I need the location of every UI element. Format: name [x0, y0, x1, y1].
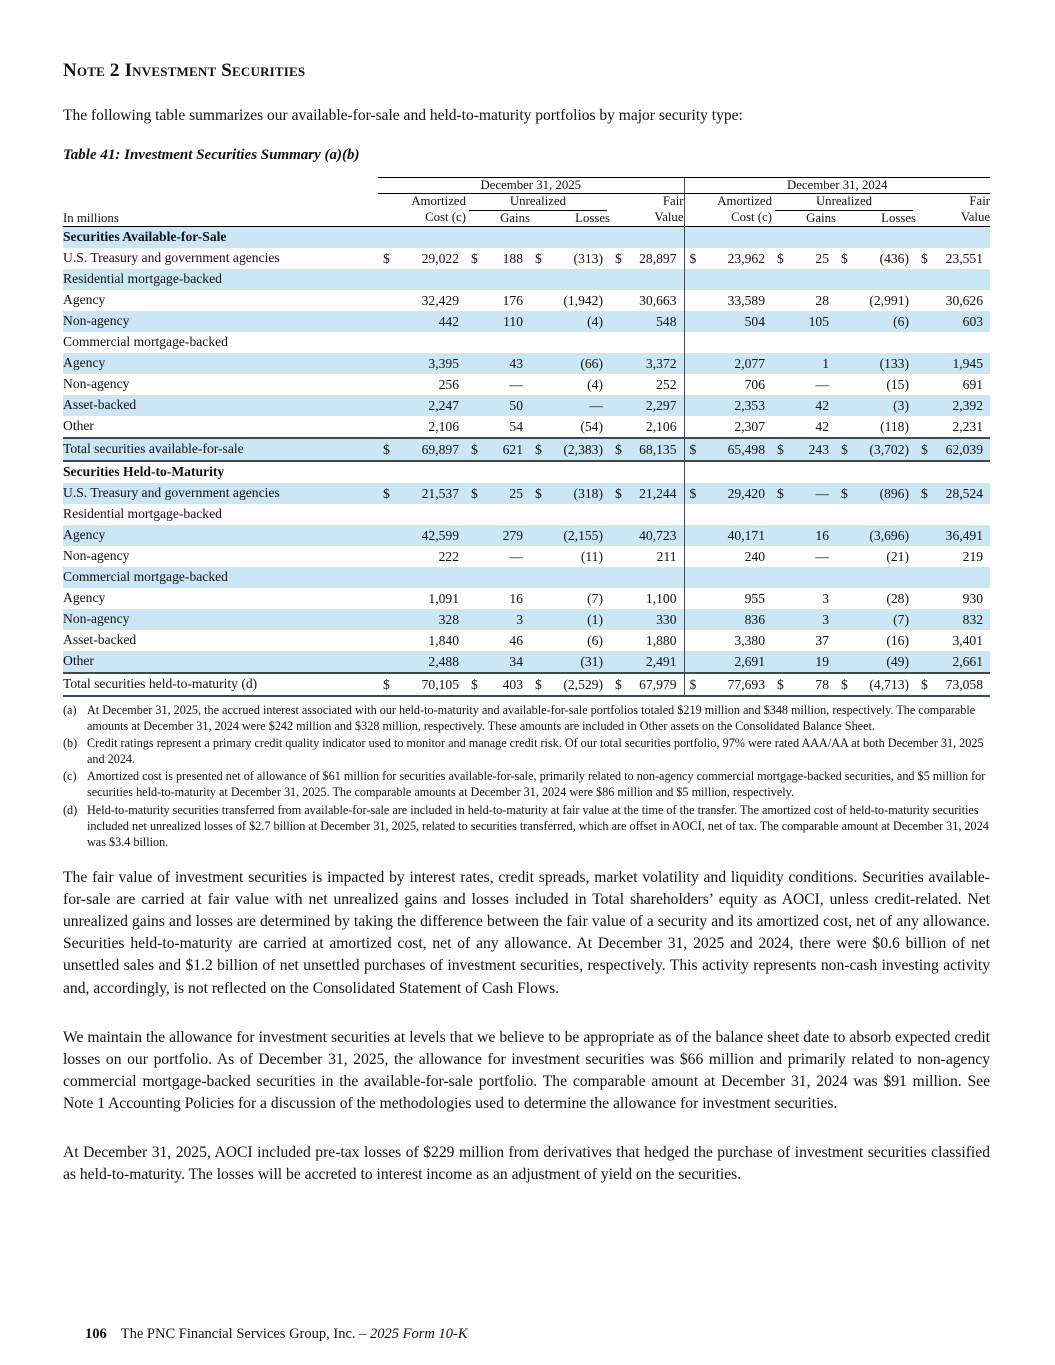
- header-unrealized-label: Unrealized: [775, 194, 913, 211]
- value-cell: 3,372: [610, 353, 684, 374]
- value-cell: 42: [772, 395, 836, 416]
- footnote-marker: (c): [63, 769, 77, 784]
- body-paragraph-3: At December 31, 2025, AOCI included pre-tax losses of $229 million from derivatives that hedged the purchase of investment securities classified as held-to-maturity. The losses will be accreted to interest income as an adjustment of yield on the securities.: [63, 1144, 990, 1184]
- value-cell: (7): [836, 609, 916, 630]
- header-amortized-line1: Amortized: [411, 194, 466, 209]
- value-cell: 2,691: [684, 651, 772, 673]
- value-cell: (118): [880, 418, 910, 434]
- value-cell: 176: [502, 292, 523, 308]
- row-label: Total securities available-for-sale: [63, 438, 378, 461]
- value-cell: 2,491: [610, 651, 684, 673]
- value-cell: $ 188: [471, 250, 523, 266]
- value-cell: [530, 504, 610, 525]
- value-cell: $ (313): [535, 250, 603, 266]
- value-cell: 16: [509, 590, 523, 606]
- value-cell: 706: [684, 374, 772, 395]
- total-row: [63, 438, 990, 461]
- header-fair-line1: Fair: [969, 194, 991, 209]
- value-cell: (6): [587, 632, 603, 648]
- value-cell: [916, 461, 990, 483]
- value-cell: 30,626: [945, 292, 984, 308]
- body-paragraph-1: The fair value of investment securities is impacted by interest rates, credit spreads, market volatility and liquidity conditions. Securities available-for-sale are carried at fair value with net unrealized gains and losses included in Total shareholders’ equity as AOCI, unless credit-related. Net unrealized gains and losses are determined by taking the difference between the fair value of a security and its amortized cost, net of any allowance. Securities held-to-maturity are carried at amortized cost, net of any allowance. At December 31, 2025 and 2024, there were $0.6 billion of net unsettled sales and $1.2 billion of net unsettled purchases of investment securities, respectively. This activity represents non-cash investing activity and, accordingly, is not reflected on the Consolidated Statement of Cash Flows.: [63, 868, 990, 997]
- page-footer: [85, 1326, 468, 1343]
- value-cell: [684, 269, 772, 290]
- section-row: [63, 461, 990, 483]
- note-heading: Note 2 Investment Securities: [63, 60, 306, 81]
- value-cell: $ 69,897: [378, 438, 466, 461]
- row-label: Residential mortgage-backed: [63, 506, 222, 522]
- value-cell: [836, 567, 916, 588]
- value-cell: 37: [815, 632, 830, 648]
- section-row: [63, 227, 990, 249]
- value-cell: [466, 504, 530, 525]
- value-cell: 836: [684, 609, 772, 630]
- value-cell: [530, 269, 610, 290]
- value-cell: 2,077: [684, 353, 772, 374]
- value-cell: $ 29,420: [684, 483, 772, 504]
- table-row: [63, 269, 990, 290]
- header-unrealized-label: Unrealized: [469, 194, 607, 211]
- total-row: [63, 673, 990, 696]
- value-cell: [684, 567, 772, 588]
- value-cell: [610, 567, 684, 588]
- footnote-text: Amortized cost is presented net of allowance of $61 million for securities available-for-sale, primarily related to non-agency commercial mortgage-backed securities, and $5 million for securities held-to-maturity at December 31, 2025. The comparable amounts at December 31, 2024 were $86 million and $5 million, respectively.: [87, 769, 986, 800]
- value-cell: $ (3,702): [836, 438, 916, 461]
- row-label: U.S. Treasury and government agencies: [63, 483, 378, 504]
- value-cell: 603: [916, 311, 990, 332]
- value-cell: 19: [772, 651, 836, 673]
- value-cell: (1): [530, 609, 610, 630]
- table-row: [63, 416, 990, 438]
- value-cell: 3,395: [378, 353, 466, 374]
- value-cell: (16): [886, 632, 910, 648]
- value-cell: (1,942): [563, 292, 603, 308]
- header-amortized-cost-2024: [684, 194, 772, 227]
- investment-securities-table: [63, 177, 990, 697]
- page-number: 106: [85, 1326, 107, 1342]
- value-cell: [916, 227, 990, 249]
- value-cell: 832: [916, 609, 990, 630]
- header-cost-line2: Cost (c): [731, 210, 773, 225]
- footnote: [63, 768, 990, 800]
- value-cell: [610, 269, 684, 290]
- value-cell: [530, 461, 610, 483]
- value-cell: —: [815, 376, 830, 392]
- value-cell: $ (2,383): [530, 438, 610, 461]
- value-cell: [466, 332, 530, 353]
- table-row: [63, 546, 990, 567]
- value-cell: 548: [610, 311, 684, 332]
- value-cell: $ 403: [466, 673, 530, 696]
- value-cell: 50: [466, 395, 530, 416]
- value-cell: —: [530, 395, 610, 416]
- header-unrealized-2025: [466, 194, 610, 212]
- value-cell: [378, 461, 466, 483]
- value-cell: (6): [836, 311, 916, 332]
- value-cell: [772, 567, 836, 588]
- value-cell: 1,945: [916, 353, 990, 374]
- value-cell: 222: [438, 548, 459, 564]
- row-label: Non-agency: [63, 609, 378, 630]
- value-cell: [466, 227, 530, 249]
- header-gains-2025: Gains: [500, 211, 530, 225]
- value-cell: $ 23,962: [684, 248, 772, 269]
- value-cell: [836, 227, 916, 249]
- header-losses-2025: Losses: [575, 211, 610, 225]
- header-fair-line1: Fair: [662, 194, 684, 209]
- table-row: [63, 290, 990, 311]
- value-cell: [530, 332, 610, 353]
- value-cell: 252: [656, 376, 677, 392]
- value-cell: 279: [466, 525, 530, 546]
- value-cell: 30,663: [639, 292, 677, 308]
- value-cell: $ 25: [777, 250, 830, 266]
- in-millions-label: In millions: [63, 211, 119, 225]
- row-label: Agency: [63, 525, 378, 546]
- row-label: Asset-backed: [63, 632, 137, 648]
- value-cell: 34: [466, 651, 530, 673]
- value-cell: (2,155): [530, 525, 610, 546]
- value-cell: —: [509, 376, 523, 392]
- value-cell: 54: [509, 418, 523, 434]
- table-row: [63, 311, 990, 332]
- value-cell: (11): [580, 548, 603, 564]
- table-row: [63, 332, 990, 353]
- securities-table-body: [63, 227, 990, 697]
- value-cell: [378, 269, 466, 290]
- value-cell: $ —: [772, 483, 836, 504]
- value-cell: [772, 461, 836, 483]
- value-cell: 504: [684, 311, 772, 332]
- value-cell: 1,880: [645, 632, 677, 648]
- value-cell: 691: [962, 376, 984, 392]
- value-cell: $ 62,039: [916, 438, 990, 461]
- value-cell: [772, 332, 836, 353]
- header-value-line2: Value: [654, 210, 684, 225]
- value-cell: 3: [822, 590, 830, 606]
- value-cell: [836, 269, 916, 290]
- value-cell: 2,392: [916, 395, 990, 416]
- header-unrealized-2024: [772, 194, 916, 212]
- value-cell: (7): [587, 590, 603, 606]
- footer-company: The PNC Financial Services Group, Inc. –: [120, 1326, 367, 1342]
- table-row: [63, 353, 990, 374]
- value-cell: $ 621: [466, 438, 530, 461]
- value-cell: [378, 504, 466, 525]
- value-cell: 2,488: [378, 651, 466, 673]
- table-row: [63, 588, 990, 609]
- row-label: Residential mortgage-backed: [63, 269, 378, 290]
- footnotes: [63, 702, 990, 850]
- value-cell: [916, 504, 990, 525]
- value-cell: 2,231: [952, 418, 984, 434]
- table-header: [63, 178, 990, 227]
- footnote-text: Held-to-maturity securities transferred from available-for-sale are included in held-to-maturity at fair value at the time of the transfer. The amortized cost of held-to-maturity securities included net unrealized losses of $2.7 billion at December 31, 2025, related to securities transferred, which are offset in AOCI, net of tax. The comparable amount at December 31, 2024 was $3.4 billion.: [87, 802, 989, 849]
- column-group-2024: December 31, 2024: [684, 178, 990, 194]
- value-cell: 240: [684, 546, 772, 567]
- row-label: Commercial mortgage-backed: [63, 567, 378, 588]
- value-cell: 2,307: [684, 416, 772, 438]
- value-cell: (31): [530, 651, 610, 673]
- value-cell: 2,247: [378, 395, 466, 416]
- header-fair-value-2024: [916, 194, 990, 227]
- value-cell: 32,429: [421, 292, 459, 308]
- row-label: Non-agency: [63, 311, 378, 332]
- value-cell: [836, 332, 916, 353]
- value-cell: 2,106: [645, 418, 677, 434]
- row-label: Total securities held-to-maturity (d): [63, 673, 378, 696]
- value-cell: (28): [886, 590, 910, 606]
- value-cell: 3,380: [684, 630, 772, 651]
- value-cell: [836, 461, 916, 483]
- row-label: Agency: [63, 353, 378, 374]
- value-cell: $ 29,022: [383, 250, 459, 266]
- row-label: Other: [63, 651, 378, 673]
- value-cell: 1: [772, 353, 836, 374]
- value-cell: 442: [378, 311, 466, 332]
- value-cell: 1,840: [428, 632, 459, 648]
- value-cell: [684, 504, 772, 525]
- value-cell: 1,100: [645, 590, 677, 606]
- value-cell: $ 25: [466, 483, 530, 504]
- value-cell: [684, 227, 772, 249]
- value-cell: [916, 567, 990, 588]
- footnote: [63, 802, 990, 850]
- value-cell: [610, 227, 684, 249]
- value-cell: $ (4,713): [836, 673, 916, 696]
- value-cell: $ (2,529): [530, 673, 610, 696]
- value-cell: 328: [378, 609, 466, 630]
- header-amortized-cost-2025: [378, 194, 466, 227]
- footnote-marker: (a): [63, 703, 77, 717]
- value-cell: [772, 504, 836, 525]
- value-cell: [466, 269, 530, 290]
- value-cell: [530, 227, 610, 249]
- footnote: [63, 735, 990, 767]
- header-cost-line2: Cost (c): [425, 210, 466, 225]
- table-row: [63, 651, 990, 673]
- footer-form-label: 2025 Form 10-K: [370, 1326, 468, 1342]
- row-label: Securities Available-for-Sale: [63, 227, 378, 249]
- value-cell: (2,991): [869, 292, 910, 308]
- row-label: Agency: [63, 590, 106, 606]
- intro-paragraph: The following table summarizes our available-for-sale and held-to-maturity portfolios by major security type:: [63, 107, 743, 124]
- value-cell: 3: [772, 609, 836, 630]
- value-cell: 955: [684, 588, 772, 609]
- table-row: [63, 525, 990, 546]
- value-cell: 211: [656, 548, 677, 564]
- footnote-marker: (d): [63, 802, 78, 817]
- body-paragraph-2: We maintain the allowance for investment securities at levels that we believe to be appropriate as of the balance sheet date to absorb expected credit losses on our portfolio. As of December 31, 2025, the allowance for investment securities was $66 million and primarily related to non-agency commercial mortgage-backed securities in the available-for-sale portfolio. The comparable amount at December 31, 2024 was $91 million. See Note 1 Accounting Policies for a discussion of the methodologies used to determine the allowance for investment securities.: [63, 1028, 990, 1113]
- value-cell: 36,491: [916, 525, 990, 546]
- value-cell: 3: [466, 609, 530, 630]
- value-cell: (66): [530, 353, 610, 374]
- header-fair-value-2025: [610, 194, 684, 227]
- value-cell: 16: [772, 525, 836, 546]
- table-row: [63, 483, 990, 504]
- value-cell: [772, 269, 836, 290]
- header-losses-2024: Losses: [881, 211, 917, 225]
- value-cell: (3): [836, 395, 916, 416]
- header-gains-2024: Gains: [806, 211, 837, 225]
- value-cell: $ (896): [836, 483, 916, 504]
- value-cell: [916, 332, 990, 353]
- value-cell: 256: [438, 376, 459, 392]
- header-value-line2: Value: [960, 210, 991, 225]
- value-cell: —: [815, 548, 830, 564]
- value-cell: 1,091: [428, 590, 459, 606]
- row-label: Agency: [63, 292, 106, 308]
- footnote: [63, 702, 990, 734]
- value-cell: (21): [886, 548, 910, 564]
- footnote-marker: (b): [63, 736, 78, 751]
- header-spacer: [63, 178, 378, 194]
- row-label: Non-agency: [63, 548, 130, 564]
- value-cell: [916, 269, 990, 290]
- value-cell: [610, 504, 684, 525]
- value-cell: (54): [580, 418, 603, 434]
- value-cell: 33,589: [684, 290, 772, 311]
- table-row: [63, 504, 990, 525]
- value-cell: [466, 461, 530, 483]
- value-cell: [466, 567, 530, 588]
- row-label: Non-agency: [63, 376, 130, 392]
- value-cell: $ 21,244: [610, 483, 684, 504]
- table-row: [63, 248, 990, 269]
- value-cell: (133): [836, 353, 916, 374]
- value-cell: [772, 227, 836, 249]
- value-cell: $ 68,135: [610, 438, 684, 461]
- value-cell: [378, 227, 466, 249]
- value-cell: $ 67,979: [610, 673, 684, 696]
- value-cell: $ 243: [772, 438, 836, 461]
- value-cell: 46: [509, 632, 523, 648]
- table-caption: Table 41: Investment Securities Summary (a)(b): [63, 147, 360, 163]
- footnote-text: At December 31, 2025, the accrued interest associated with our held-to-maturity and available-for-sale portfolios totaled $219 million and $348 million, respectively. The comparable amounts at December 31, 2024 were $242 million and $328 million, respectively. These amounts are included in Other assets on the Consolidated Balance Sheet.: [87, 703, 976, 734]
- table-row: [63, 567, 990, 588]
- value-cell: (15): [886, 376, 910, 392]
- value-cell: $ (318): [530, 483, 610, 504]
- column-group-2025: December 31, 2025: [378, 178, 684, 194]
- value-cell: [378, 567, 466, 588]
- value-cell: 43: [466, 353, 530, 374]
- value-cell: $ 70,105: [378, 673, 466, 696]
- value-cell: [378, 332, 466, 353]
- value-cell: $ 78: [772, 673, 836, 696]
- value-cell: 930: [962, 590, 984, 606]
- value-cell: $ 65,498: [684, 438, 772, 461]
- value-cell: $ 28,897: [615, 250, 677, 266]
- table-row: [63, 395, 990, 416]
- value-cell: 40,171: [684, 525, 772, 546]
- footnote-text: Credit ratings represent a primary credit quality indicator used to monitor and manage credit risk. Of our total securities portfolio, 97% were rated AAA/AA at both December 31, 2025 and 2024.: [87, 736, 984, 767]
- value-cell: (4): [587, 376, 603, 392]
- value-cell: [684, 461, 772, 483]
- row-label: Other: [63, 418, 94, 434]
- value-cell: [610, 461, 684, 483]
- value-cell: 3,401: [952, 632, 984, 648]
- value-cell: [684, 332, 772, 353]
- value-cell: [610, 332, 684, 353]
- value-cell: (4): [530, 311, 610, 332]
- value-cell: $ 21,537: [378, 483, 466, 504]
- value-cell: 2,297: [610, 395, 684, 416]
- value-cell: (3,696): [836, 525, 916, 546]
- row-label: U.S. Treasury and government agencies: [63, 250, 280, 266]
- value-cell: $ 73,058: [916, 673, 990, 696]
- value-cell: 40,723: [610, 525, 684, 546]
- value-cell: 42: [815, 418, 830, 434]
- value-cell: $ 77,693: [684, 673, 772, 696]
- value-cell: [836, 504, 916, 525]
- value-cell: 105: [772, 311, 836, 332]
- value-cell: $ (436): [841, 250, 910, 266]
- row-label: Securities Held-to-Maturity: [63, 464, 225, 480]
- value-cell: $ 23,551: [921, 250, 984, 266]
- table-row: [63, 374, 990, 395]
- value-cell: $ 28,524: [916, 483, 990, 504]
- row-label: Asset-backed: [63, 395, 378, 416]
- table-row: [63, 630, 990, 651]
- value-cell: 219: [962, 548, 984, 564]
- table-row: [63, 609, 990, 630]
- value-cell: 2,661: [916, 651, 990, 673]
- value-cell: [530, 567, 610, 588]
- value-cell: 2,106: [428, 418, 459, 434]
- value-cell: (49): [836, 651, 916, 673]
- value-cell: 110: [466, 311, 530, 332]
- header-amortized-line1: Amortized: [717, 194, 773, 209]
- value-cell: —: [509, 548, 523, 564]
- row-label: Commercial mortgage-backed: [63, 334, 228, 350]
- value-cell: 330: [610, 609, 684, 630]
- value-cell: 42,599: [378, 525, 466, 546]
- value-cell: 28: [815, 292, 830, 308]
- value-cell: 2,353: [684, 395, 772, 416]
